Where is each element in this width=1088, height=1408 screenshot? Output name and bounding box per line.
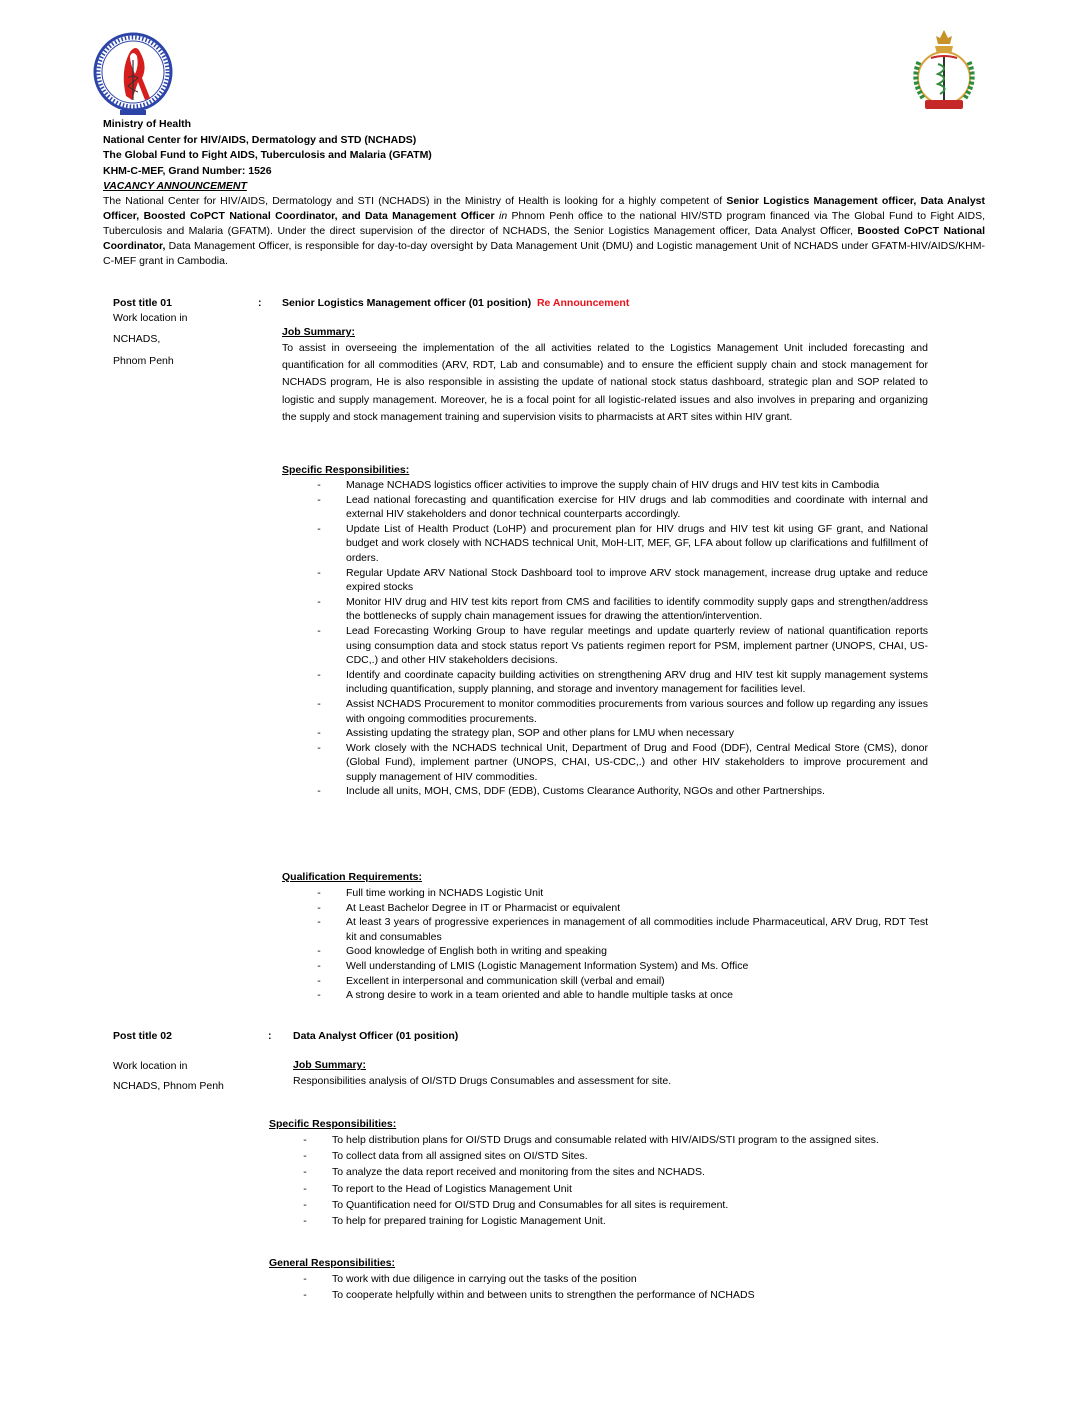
post1-specific-list xyxy=(314,478,928,799)
intro-coordinator: Boosted CoPCT National Coordinator, xyxy=(103,225,985,252)
post2-location: NCHADS, Phnom Penh xyxy=(113,1080,224,1092)
letterhead xyxy=(103,117,703,179)
list-item: - Identify and coordinate capacity building activities on strengthening ARV drug and HIV test kit supply management systems including quantification, supply planning, and storage and inventory management for facilities level. xyxy=(314,668,928,697)
post2-job-summary-heading: Job Summary: xyxy=(293,1059,366,1071)
post1-work-location-label: Work location in xyxy=(113,312,188,324)
post2-job-summary: Responsibilities analysis of OI/STD Drugs Consumables and assessment for site. xyxy=(293,1075,672,1087)
list-item: - Regular Update ARV National Stock Dashboard tool to improve ARV stock management, increase drug uptake and reduce expired stocks xyxy=(314,566,928,595)
post1-title: Senior Logistics Management officer (01 position) xyxy=(282,297,532,309)
list-item: - Assist NCHADS Procurement to monitor commodities procurements from various sources and follow up regarding any issues with ongoing commodities procurements. xyxy=(314,697,928,726)
vacancy-announcement-title: VACANCY ANNOUNCEMENT xyxy=(103,180,247,192)
post1-colon: : xyxy=(258,297,262,309)
post1-job-summary: To assist in overseeing the implementation of the all activities related to the Logistics Management Unit included forecasting and quantification for all commodities (ARV, RDT, Lab and consumable) and to ensure the efficient supply chain and stock management for NCHADS program, He is also responsible in assisting the update of national stock status dashboard, strategic plan and SOP related to logistic and supply management. Moreover, he is a focal point for all logistic-related issues and also involves in preparing and organizing the supply and stock management training and supervision visits to pharmacists at ART sites within HIV grant. xyxy=(282,342,928,423)
header-grant-number: KHM-C-MEF, Grand Number: 1526 xyxy=(103,164,272,177)
post1-specific-heading: Specific Responsibilities: xyxy=(282,464,410,476)
intro-text-2: Phnom Penh office to the national HIV/STD program financed via The Global Fund to Fight AIDS, Tuberculosis and Malaria (GFATM). Under the direct supervision of the director of NCHADS, the Senior Logistics Management officer, Data Analyst Officer, xyxy=(103,210,985,237)
post1-location-line1: NCHADS, xyxy=(113,333,161,345)
header-ministry: Ministry of Health xyxy=(103,118,192,130)
list-item: - At Least Bachelor Degree in IT or Pharmacist or equivalent xyxy=(314,901,928,916)
intro-text-1: The National Center for HIV/AIDS, Dermatology and STI (NCHADS) in the Ministry of Health is looking for a highly competent of xyxy=(103,195,727,207)
intro-text-3: Data Management Officer, is responsible for day-to-day oversight by Data Management Unit (DMU) and Logistic management Unit of NCHADS under GFATM-HIV/AIDS/KHM-C-MEF grant in Cambodia. xyxy=(103,240,985,267)
post2-label: Post title 02 xyxy=(113,1030,172,1042)
list-item: - A strong desire to work in a team oriented and able to handle multiple tasks at once xyxy=(314,988,928,1003)
post1-location-line2: Phnom Penh xyxy=(113,355,174,367)
list-item: - To cooperate helpfully within and between units to strengthen the performance of NCHADS xyxy=(300,1287,968,1303)
list-item: - Monitor HIV drug and HIV test kits report from CMS and facilities to identify commodity supply gaps and strengthen/address the bottlenecks of supply chain management issues for drawing the attention/intervention. xyxy=(314,595,928,624)
list-item: - To help for prepared training for Logistic Management Unit. xyxy=(300,1213,968,1229)
list-item: - Full time working in NCHADS Logistic Unit xyxy=(314,886,928,901)
list-item: - Assisting updating the strategy plan, SOP and other plans for LMU when necessary xyxy=(314,726,928,741)
post1-qualification-list xyxy=(314,886,928,1003)
list-item: - To report to the Head of Logistics Management Unit xyxy=(300,1181,968,1197)
list-item: - Well understanding of LMIS (Logistic Management Information System) and Ms. Office xyxy=(314,959,928,974)
list-item: - Excellent in interpersonal and communication skill (verbal and email) xyxy=(314,974,928,989)
intro-positions: Senior Logistics Management officer, Data Analyst Officer, Boosted CoPCT National Coordinator, and Data Management Officer xyxy=(103,195,985,222)
post1-title-line xyxy=(282,296,629,311)
list-item: - To analyze the data report received and monitoring from the sites and NCHADS. xyxy=(300,1164,968,1180)
list-item: - Work closely with the NCHADS technical Unit, Department of Drug and Food (DDF), Central Medical Store (CMS), donor (Global Fund), implement partner (UNOPS, CHAI, US-CDC,.) and other HIV stakeholders to improve procurement and supply management of HIV commodities. xyxy=(314,741,928,785)
list-item: - At least 3 years of progressive experiences in management of all commodities include Pharmaceutical, ARV Drug, RDT Test kit and consumables xyxy=(314,915,928,944)
nchads-logo xyxy=(92,30,174,120)
header-center: National Center for HIV/AIDS, Dermatology and STD (NCHADS) xyxy=(103,133,417,146)
post2-colon: : xyxy=(268,1030,272,1042)
post1-job-summary-heading: Job Summary: xyxy=(282,326,355,338)
post1-qualification-heading: Qualification Requirements: xyxy=(282,871,423,883)
list-item: - To work with due diligence in carrying out the tasks of the position xyxy=(300,1271,968,1287)
post2-title: Data Analyst Officer (01 position) xyxy=(293,1030,459,1042)
post1-label: Post title 01 xyxy=(113,297,172,309)
list-item: - Update List of Health Product (LoHP) and procurement plan for HIV drugs and HIV test kit using GF grant, and National budget and work closely with NCHADS technical Unit, MoH-LIT, MEF, GF, LFA about follow up clarifications and fulfillment of orders. xyxy=(314,522,928,566)
post2-general-list xyxy=(300,1271,968,1303)
post2-specific-list xyxy=(300,1132,968,1229)
post2-general-heading: General Responsibilities: xyxy=(269,1257,396,1269)
re-announcement-tag: Re Announcement xyxy=(536,297,630,309)
list-item: - Manage NCHADS logistics officer activities to improve the supply chain of HIV drugs and HIV test kits in Cambodia xyxy=(314,478,928,493)
list-item: - Lead national forecasting and quantification exercise for HIV drugs and lab commodities and coordinate with internal and external HIV stakeholders and donor technical counterparts accordingly. xyxy=(314,493,928,522)
list-item: - Lead Forecasting Working Group to have regular meetings and update quarterly review of national quantification reports using consumption data and stock status report Vs patients regimen report for PSM, implement partner (UNOPS, CHAI, US-CDC,.) and other HIV stakeholders decisions. xyxy=(314,624,928,668)
post2-work-location-label: Work location in xyxy=(113,1060,188,1072)
post2-specific-heading: Specific Responsibilities: xyxy=(269,1118,397,1130)
list-item: - To help distribution plans for OI/STD Drugs and consumable related with HIV/AIDS/STI program to the assigned sites. xyxy=(300,1132,968,1148)
list-item: - To collect data from all assigned sites on OI/STD Sites. xyxy=(300,1148,968,1164)
list-item: - To Quantification need for OI/STD Drug and Consumables for all sites is requirement. xyxy=(300,1197,968,1213)
intro-in: in xyxy=(494,210,508,222)
intro-paragraph xyxy=(103,194,985,269)
header-global-fund: The Global Fund to Fight AIDS, Tuberculosis and Malaria (GFATM) xyxy=(103,149,432,161)
list-item: - Include all units, MOH, CMS, DDF (EDB), Customs Clearance Authority, NGOs and other Partnerships. xyxy=(314,784,928,799)
list-item: - Good knowledge of English both in writing and speaking xyxy=(314,944,928,959)
ministry-of-health-emblem xyxy=(905,28,983,114)
